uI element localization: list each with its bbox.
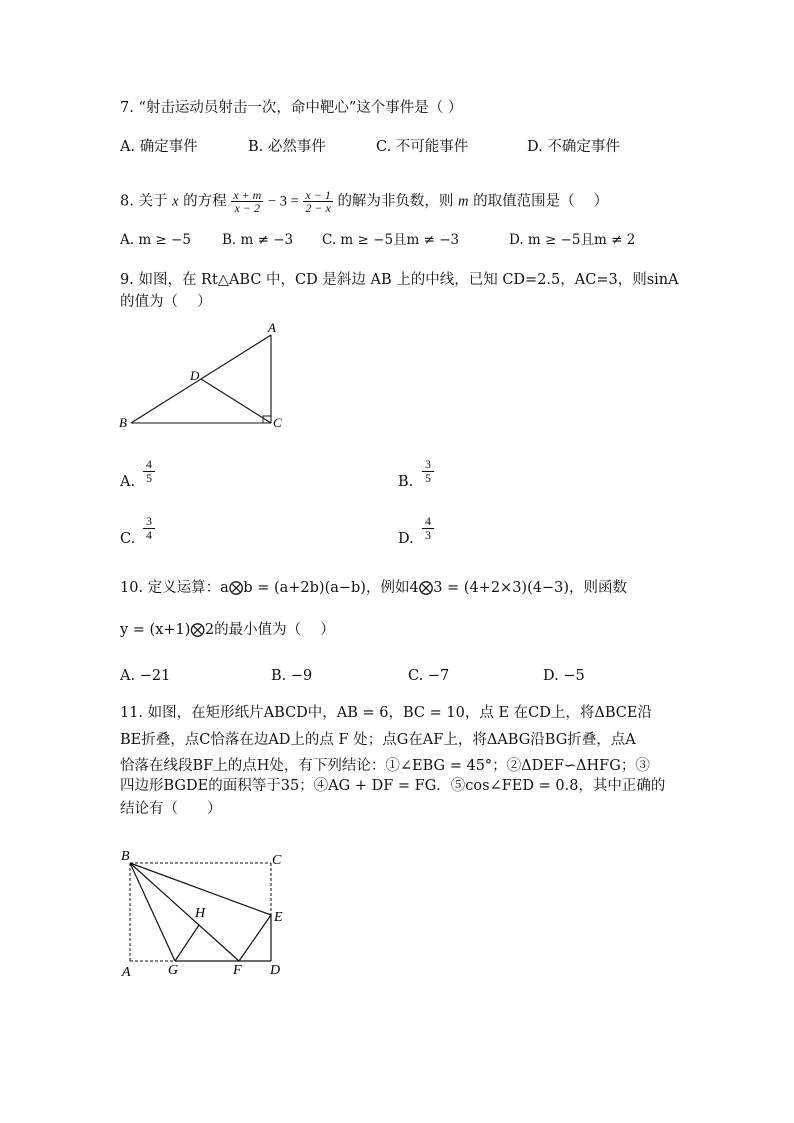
q10-option-c: C. −7 <box>408 668 450 684</box>
q9-option-b-num: 3 <box>422 458 434 472</box>
q8-mid2: 的解为非负数，则 <box>337 193 454 210</box>
q8-frac2-num: x − 1 <box>305 188 331 202</box>
q8-stem <box>120 189 608 214</box>
q9-label-c: C <box>273 415 282 430</box>
q7-stem: 7. “射击运动员射击一次，命中靶心”这个事件是（ ） <box>120 100 463 116</box>
q9-option-b-letter: B. <box>398 474 414 490</box>
q10-option-d: D. −5 <box>543 668 585 684</box>
q11-line2: BE折叠，点C恰落在边AD上的点 F 处；点G在AF上，将ΔABG沿BG折叠，点A <box>120 732 636 748</box>
q9-label-a: A <box>268 320 276 335</box>
q11-label-d: D <box>270 963 281 978</box>
q9-segment-cd <box>201 379 271 423</box>
q10-option-a: A. −21 <box>120 668 171 684</box>
q9-option-c-letter: C. <box>120 531 136 547</box>
q7-option-a: A. 确定事件 <box>120 139 198 155</box>
q11-line1: 11. 如图，在矩形纸片ABCD中，AB = 6，BC = 10，点 E 在CD上，将ΔBCE沿 <box>120 705 652 721</box>
q8-suffix: 的取值范围是（ ） <box>473 193 609 210</box>
q9-option-d-num: 4 <box>422 515 434 529</box>
q9-option-a-fraction <box>143 458 155 485</box>
q7-option-c: C. 不可能事件 <box>376 139 469 155</box>
q11-label-c: C <box>272 853 282 868</box>
q9-line2: 的值为（ ） <box>120 294 212 310</box>
q8-fraction-1 <box>231 189 263 214</box>
q9-option-c-num: 3 <box>143 515 155 529</box>
q10-option-b: B. −9 <box>271 668 313 684</box>
q11-line5: 结论有（ ） <box>120 801 222 817</box>
q8-minus3: − 3 = <box>267 193 299 210</box>
q9-option-d-letter: D. <box>398 531 414 547</box>
q8-option-a: A. m ≥ −5 <box>120 232 191 248</box>
q8-option-d: D. m ≥ −5且m ≠ 2 <box>509 232 636 248</box>
q11-rectangle-figure <box>112 843 302 983</box>
q11-label-b: B <box>121 849 130 864</box>
q9-option-d-den: 3 <box>425 528 431 542</box>
q9-option-c-fraction <box>143 515 155 542</box>
q8-frac1-den: x − 2 <box>234 201 260 215</box>
q11-segment-fe <box>239 915 271 961</box>
q8-option-b: B. m ≠ −3 <box>222 232 294 248</box>
q8-fraction-2 <box>303 189 332 214</box>
q11-label-e: E <box>274 910 283 925</box>
q10-line2: y = (x+1)⨂2的最小值为（ ） <box>120 622 335 638</box>
q9-option-b-den: 5 <box>425 471 431 485</box>
q8-option-c: C. m ≥ −5且m ≠ −3 <box>322 232 460 248</box>
q11-segment-gh <box>175 925 199 961</box>
q9-option-a-den: 5 <box>146 471 152 485</box>
q11-label-f: F <box>233 963 242 978</box>
q9-option-a-num: 4 <box>143 458 155 472</box>
q8-var-x: x <box>172 193 179 210</box>
q9-label-d: D <box>190 368 200 383</box>
q9-option-a-letter: A. <box>120 474 136 490</box>
q9-option-d-fraction <box>422 515 434 542</box>
q8-prefix: 8. 关于 <box>120 193 168 210</box>
q7-option-d: D. 不确定事件 <box>527 139 620 155</box>
q9-triangle-figure <box>110 318 290 438</box>
q11-label-h: H <box>195 906 206 921</box>
q9-option-b-fraction <box>422 458 434 485</box>
q11-label-a: A <box>122 965 131 980</box>
q8-frac2-den: 2 − x <box>305 201 331 215</box>
q9-line1: 9. 如图，在 Rt△ABC 中，CD 是斜边 AB 上的中线，已知 CD=2.5，AC=3，则sinA <box>120 272 679 288</box>
q8-frac1-num: x + m <box>233 188 262 202</box>
q9-option-c-den: 4 <box>146 528 152 542</box>
q7-option-b: B. 必然事件 <box>248 139 326 155</box>
q10-line1: 10. 定义运算：a⨂b = (a+2b)(a−b)，例如4⨂3 = (4+2×3)(4−3)，则函数 <box>120 580 627 596</box>
q11-line4: 四边形BGDE的面积等于35；④AG + DF = FG．⑤cos∠FED = 0.8，其中正确的 <box>120 778 666 794</box>
q11-line3: 恰落在线段BF上的点H处，有下列结论：①∠EBG = 45°；②ΔDEF∽ΔHFG；③ <box>120 758 650 774</box>
q8-mid1: 的方程 <box>183 193 227 210</box>
q9-label-b: B <box>119 415 127 430</box>
q11-label-g: G <box>168 963 179 978</box>
q8-var-m: m <box>458 193 469 210</box>
